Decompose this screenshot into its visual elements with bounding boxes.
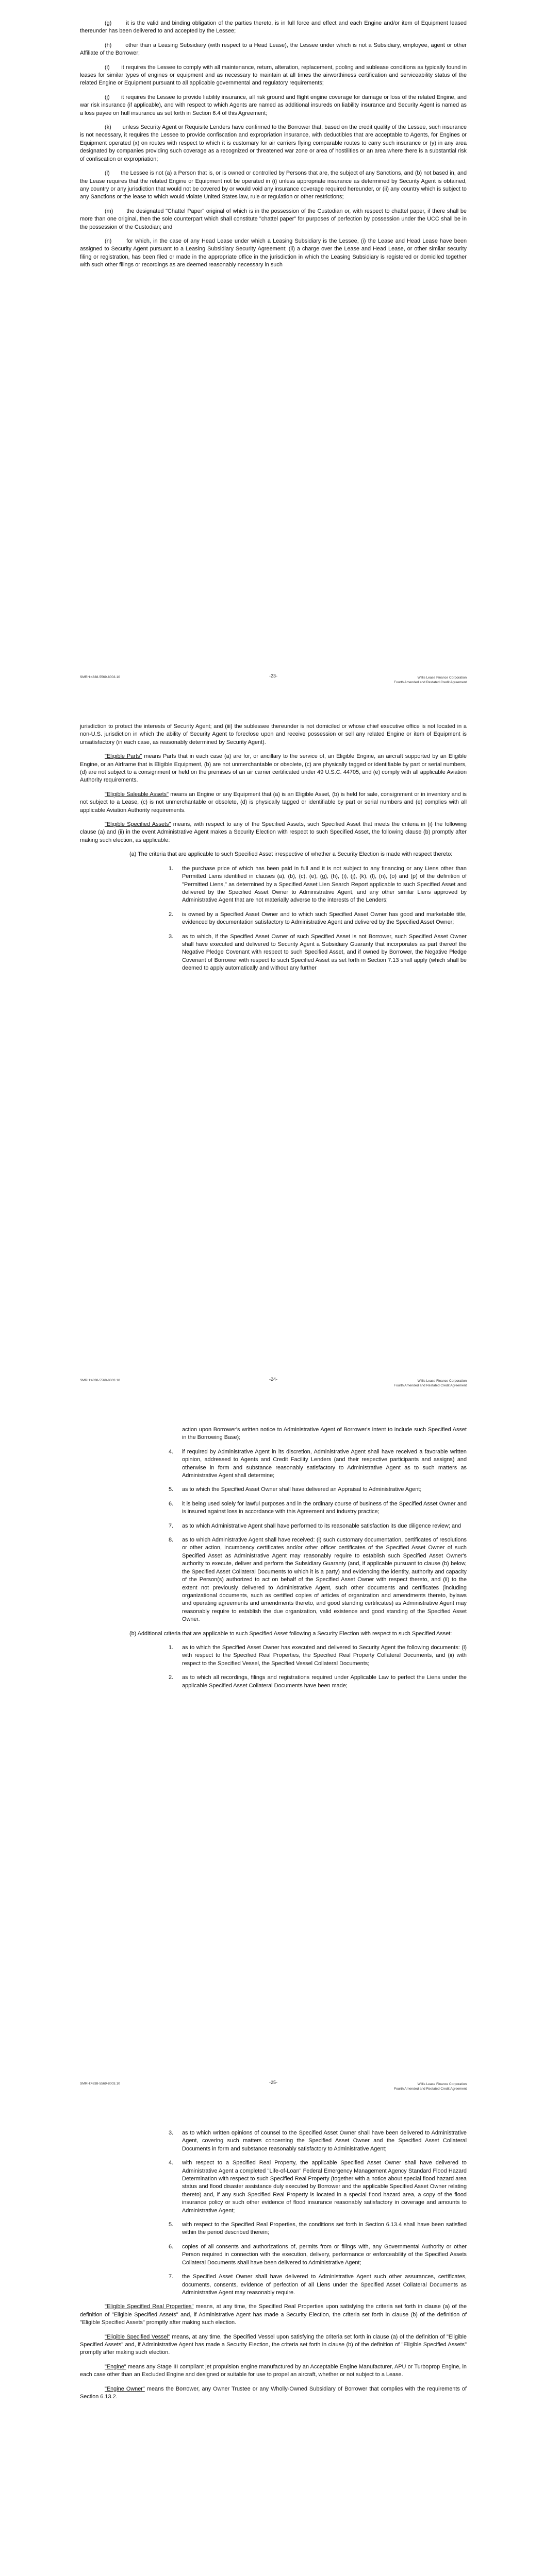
item-text: as to which the Specified Asset Owner shall have delivered an Appraisal to Administrative Agent; (182, 1486, 422, 1493)
clause-label: (i) (105, 64, 110, 71)
clause-label: (m) (105, 208, 113, 214)
item-text: is owned by a Specified Asset Owner and to which such Specified Asset Owner has good and marketable title, evidenced by documentation satisfactory to Administrative Agent and delivered by the Specified Asset Owner; (182, 911, 467, 926)
definition-text: means an Engine or any Equipment that (a) is an Eligible Asset, (b) is held for sale, consignment or in inventory and is not subject to a Lease, (c) is not unmerchantable or obsolete, (d) is physically tagged or identifiable by part or serial numbers and (e) complies with all applicable Aviation Authority requirements. (80, 791, 467, 814)
clause-b-intro: (b) Additional criteria that are applicable to such Specified Asset following a Security Election with respect to such Specified Asset: (129, 1630, 452, 1637)
item-number: 4. (169, 1448, 174, 1455)
item-number: 7. (169, 1522, 174, 1529)
item-text: as to which the Specified Asset Owner has executed and delivered to Security Agent the following documents: (i) with respect to the Specified Real Properties, the Specified Real Property Collateral Documents, and (ii) with respect to the Specified Vessel, the Specified Vessel Collateral Documents; (182, 1644, 467, 1667)
item-number: 1. (169, 865, 174, 872)
list-item (169, 2159, 467, 2215)
footer-company (394, 675, 467, 685)
clause-k (80, 124, 467, 163)
item-text: as to which Administrative Agent shall have received: (i) such customary documentation, certificates of resolutions or other action, incumbency certificates and/or other officer certificates of the Specified Asset Owner of such Specified Asset as Administrative Agent may reasonably require to establish such Specified Asset Owner's authority to execute, deliver and perform the Subsidiary Guaranty (and, if applicable pursuant to clause (b) below, the Specified Asset Collateral Documents to which it is a party) and evidencing the identity, authority and capacity of the Person(s) authorized to act on behalf of the Specified Asset Owner with respect thereto, and (ii) to the extent not previously delivered to Administrative Agent, such other documents and certificates (including organizational documents, such as certified copies of articles of organization and amendments thereto, bylaws and operating agreements and amendments thereto, and good standing certificates) as Administrative Agent may reasonably require to establish the due organization, valid existence and good standing of the Specified Asset Owner. (182, 1537, 467, 1623)
item-number: 5. (169, 2222, 174, 2228)
list-item (169, 865, 467, 905)
definition-eligible-specified-assets (80, 821, 467, 844)
definition-engine-owner (80, 2385, 467, 2401)
item-text: it is being used solely for lawful purposes and in the ordinary course of business of the Specified Asset Owner and is insured against loss in accordance with this Agreement and industry practice; (182, 1500, 467, 1515)
item-number: 2. (169, 1674, 174, 1681)
list-item-continuation (169, 1426, 467, 1442)
defined-term: "Eligible Parts" (105, 753, 142, 760)
page-footer (80, 1376, 467, 1392)
page-23-body (80, 20, 467, 276)
footer-page-number: -24- (269, 1377, 277, 1382)
page-25-body (80, 1426, 467, 1696)
page-26-body (80, 2129, 467, 2407)
defined-term: "Eligible Specified Assets" (105, 821, 171, 828)
defined-term: "Engine Owner" (105, 2385, 145, 2392)
definition-engine (80, 2363, 467, 2379)
item-number: 6. (169, 1500, 174, 1507)
list-item (169, 911, 467, 927)
list-item (169, 1486, 467, 1494)
definition-text: means the Borrower, any Owner Trustee or any Wholly-Owned Subsidiary of Borrower that complies with the requirements of Section 6.13.2. (80, 2385, 467, 2400)
item-text: if required by Administrative Agent in its discretion, Administrative Agent shall have received a favorable written opinion, addressed to Agents and Credit Facility Lenders (and their respective participants and assigns) and otherwise in form and substance reasonably satisfactory to Administrative Agent as to such matters as Administrative Agent shall determine; (182, 1448, 467, 1479)
list-item (169, 2243, 467, 2267)
clause-i (80, 64, 467, 88)
item-text: with respect to a Specified Real Property, the applicable Specified Asset Owner shall have delivered to Administrative Agent a completed "Life-of-Loan" Federal Emergency Management Agency Standard Flood Hazard Determination with respect to such Specified Real Property (together with a notice about special flood hazard area status and flood disaster assistance duly executed by Borrower and the applicable Specified Asset Owner relating thereto) and, if any such Specified Real Property is located in a special flood hazard area, a copy of the flood insurance policy or such other evidence of flood insurance reasonably satisfactory in coverage and amounts to Administrative Agent; (182, 2160, 467, 2214)
item-number: 5. (169, 1486, 174, 1493)
clause-label: (n) (105, 238, 112, 244)
list-item (169, 2129, 467, 2153)
clause-text: it requires the Lessee to comply with all maintenance, return, alteration, replacement, pooling and sublease conditions as typically found in leases for similar types of engines or equipment and as necessary to maintain at all times the airworthiness certification and serviceability status of the related Engine or Equipment pursuant to all applicable governmental and regulatory requirements; (80, 64, 467, 87)
item-text: the purchase price of which has been paid in full and it is not subject to any financing or any Liens other than Permitted Liens identified in clauses (a), (b), (c), (e), (g), (h), (i), (j), (k), (l), (n), (o) and (p) of the definition of "Permitted Liens," as determined by a Specified Asset Lien Search Report applicable to such Specified Asset and delivered by the Specified Asset Owner to Administrative Agent, and any other similar Liens approved by Administrative Agent that are not materially adverse to the interests of the Lenders; (182, 865, 467, 904)
clause-h (80, 42, 467, 58)
definition-text: means, with respect to any of the Specified Assets, such Specified Asset that meets the criteria in (i) the following clause (a) and (ii) in the event Administrative Agent makes a Security Election with respect to such Specified Asset, the following clause (b) promptly after making such election, as applicable: (80, 821, 467, 843)
clause-l (80, 170, 467, 201)
footer-doc-id: SMRH:4838-5569-8003.10 (80, 675, 120, 679)
item-number: 3. (169, 2130, 174, 2136)
footer-agreement-name: Fourth Amended and Restated Credit Agreement (394, 1384, 467, 1387)
definition-text: means Parts that in each case (a) are for, or ancillary to the service of, an Eligible Engine, an aircraft supported by an Eligible Engine, or an Airframe that is Eligible Equipment, (b) are not unmerchantable or obsolete, (c) are physically tagged or identifiable by part or serial numbers, (d) are not subject to a consignment or held on the premises of an air carrier certificated under 49 U.S.C. 44705, and (e) comply with all applicable Aviation Authority requirements. (80, 753, 467, 784)
item-number: 1. (169, 1644, 174, 1651)
footer-agreement-name: Fourth Amended and Restated Credit Agreement (394, 681, 467, 684)
item-text: as to which all recordings, filings and registrations required under Applicable Law to perfect the Liens under the applicable Specified Asset Collateral Documents have been made; (182, 1674, 467, 1689)
footer-company-name: Willis Lease Finance Corporation (417, 676, 467, 680)
item-number: 8. (169, 1537, 174, 1544)
clause-g (80, 20, 467, 36)
footer-doc-id: SMRH:4838-5569-8003.10 (80, 2082, 120, 2086)
definition-eligible-parts (80, 753, 467, 785)
page-26 (0, 2110, 544, 2576)
clause-m (80, 208, 467, 231)
list-item (169, 1522, 467, 1530)
item-text: action upon Borrower's written notice to Administrative Agent of Borrower's intent to include such Specified Asset in the Borrowing Base); (182, 1427, 467, 1441)
footer-page-number: -25- (269, 2080, 277, 2085)
footer-company (394, 1379, 467, 1388)
definition-eligible-specified-vessel (80, 2333, 467, 2357)
footer-company-name: Willis Lease Finance Corporation (417, 1379, 467, 1383)
list-item (169, 1500, 467, 1516)
clause-text: it requires the Lessee to provide liability insurance, all risk ground and flight engine coverage for damage or loss of the related Engine, and war risk insurance (if applicable), and with respect to which Agents are named as additional insureds on liability insurance and Security Agent is named as a loss payee on hull insurance as set forth in Section 6.4 of this Agreement; (80, 94, 467, 116)
footer-page-number: -23- (269, 673, 277, 679)
list-item (169, 1536, 467, 1623)
clause-a-intro: (a) The criteria that are applicable to such Specified Asset irrespective of whether a Security Election is made with respect thereto: (129, 851, 453, 858)
list-item (169, 1674, 467, 1690)
page-footer (80, 672, 467, 689)
clause-text: the designated "Chattel Paper" original of which is in the possession of the Custodian or, with respect to chattel paper, if there shall be more than one original, then the sole counterpart which shall constitute "chattel paper" for purposes of perfection by possession under the UCC shall be in the possession of the Custodian; and (80, 208, 467, 230)
footer-doc-id: SMRH:4838-5569-8003.10 (80, 1379, 120, 1382)
definition-eligible-saleable-assets (80, 791, 467, 815)
item-text: copies of all consents and authorizations of, permits from or filings with, any Governmental Authority or other Person required in connection with the execution, delivery, performance or enforceability of the Specified Assets Collateral Documents shall have been delivered to Administrative Agent; (182, 2243, 467, 2266)
list-item (169, 1644, 467, 1668)
item-number: 2. (169, 911, 174, 918)
clause-text: other than a Leasing Subsidiary (with respect to a Head Lease), the Lessee under which is not a Subsidiary, employee, agent or other Affiliate of the Borrower; (80, 42, 467, 57)
clause-n (80, 238, 467, 269)
clause-j (80, 94, 467, 117)
clause-label: (l) (105, 170, 110, 177)
clause-label: (k) (105, 124, 111, 131)
item-text: as to which, if the Specified Asset Owner of such Specified Asset is not Borrower, such Specified Asset Owner shall have executed and delivered to Security Agent a Subsidiary Guaranty that incorporates as part thereof the Negative Pledge Covenant with respect to such Specified Asset, and if owned by Borrower, the Negative Pledge Covenant of Borrower with respect to such Specified Asset as set forth in Section 7.13 shall apply (which shall be deemed to apply automatically and without any further (182, 933, 467, 972)
item-text: as to which written opinions of counsel to the Specified Asset Owner shall have been delivered to Administrative Agent, covering such matters concerning the Specified Asset Owner and the Specified Asset Collateral Documents in form and substance reasonably satisfactory to Administrative Agent; (182, 2130, 467, 2152)
defined-term: "Eligible Saleable Assets" (105, 791, 169, 798)
footer-company (394, 2082, 467, 2091)
definition-eligible-specified-real-properties (80, 2303, 467, 2327)
item-text: the Specified Asset Owner shall have delivered to Administrative Agent such other assurances, certificates, documents, consents, evidence of perfection of all Liens under the Specified Asset Collateral Documents as Administrative Agent may reasonably require. (182, 2274, 467, 2296)
clause-text: it is the valid and binding obligation of the parties thereto, is in full force and effect and each Engine and/or item of Equipment leased thereunder has been delivered to and accepted by the Lessee; (80, 20, 467, 35)
defined-term: "Eligible Specified Vessel" (105, 2333, 170, 2340)
list-item (169, 2273, 467, 2297)
list-item (169, 2221, 467, 2237)
clause-label: (h) (105, 42, 112, 48)
list-item (169, 933, 467, 973)
clause-n-continuation: jurisdiction to protect the interests of Security Agent; and (iii) the sublessee thereunder is not domiciled or whose chief executive office is not located in a non-U.S. jurisdiction in which the ability of Security Agent to foreclose upon and receive possession or sell any related Engine or item of Equipment is unsatisfactory (in each case, as reasonably determined by Security Agent). (80, 723, 467, 745)
definition-text: means, at any time, the Specified Vessel upon satisfying the criteria set forth in clause (a) of the definition of "Eligible Specified Assets" and, if Administrative Agent has made a Security Election, the criteria set forth in clause (b) of the definition of "Eligible Specified Assets" promptly after making such election. (80, 2333, 467, 2356)
defined-term: "Engine" (105, 2363, 126, 2370)
page-24 (0, 703, 544, 1406)
clause-text: for which, in the case of any Head Lease under which a Leasing Subsidiary is the Lessee, (i) the Lease and Head Lease have been assigned to Security Agent pursuant to a Leasing Subsidiary Security Agreement; (ii) a charge over the Lease and Head Lease, or other similar security filing or registration, has been filed or made in the appropriate office in the jurisdiction in which the Leasing Subsidiary is registered or domiciled together with such other filings or recordings as are deemed reasonably necessary in such (80, 238, 467, 268)
item-text: with respect to the Specified Real Properties, the conditions set forth in Section 6.13.4 shall have been satisfied within the period described therein; (182, 2222, 467, 2236)
item-number: 3. (169, 933, 174, 940)
item-number: 4. (169, 2160, 174, 2166)
definition-text: means any Stage III compliant jet propulsion engine manufactured by an Acceptable Engine Manufacturer, APU or Turboprop Engine, in each case other than an Excluded Engine and designed or suitable for use to propel an aircraft, whether or not subject to a Lease. (80, 2363, 467, 2378)
defined-term: "Eligible Specified Real Properties" (105, 2303, 194, 2310)
list-item (169, 1448, 467, 1480)
page-25 (0, 1406, 544, 2110)
page-24-body (80, 723, 467, 979)
footer-company-name: Willis Lease Finance Corporation (417, 2082, 467, 2086)
footer-agreement-name: Fourth Amended and Restated Credit Agreement (394, 2087, 467, 2091)
item-number: 7. (169, 2274, 174, 2280)
item-text: as to which Administrative Agent shall have performed to its reasonable satisfaction its due diligence review; and (182, 1522, 461, 1529)
clause-text: the Lessee is not (a) a Person that is, or is owned or controlled by Persons that are, the subject of any Sanctions, and (b) not based in, and the Lease requires that the related Engine or Equipment not be operated in (i) unless appropriate insurance as determined by Security Agent is obtained, any country or any jurisdiction that would not be covered by or would void any insurance coverage required hereunder, or (ii) any country which is subject to any Sanctions or the lease to which would violate United States law, rule or regulation or other restrictions; (80, 170, 467, 200)
clause-text: unless Security Agent or Requisite Lenders have confirmed to the Borrower that, based on the credit quality of the Lessee, such insurance is not necessary, it requires the Lessee to provide confiscation and expropriation insurance, with deductibles that are acceptable to Agents, for Engines or Equipment operated (x) on routes with respect to which it is customary for air carriers flying comparable routes to carry such insurance or (y) in any area designated by companies providing such coverage as a recognized or threatened war zone or area of hostilities or an area where there is a substantial risk of confiscation or expropriation; (80, 124, 467, 162)
page-footer (80, 2079, 467, 2095)
page-23 (0, 0, 544, 703)
definition-text: means, at any time, the Specified Real Properties upon satisfying the criteria set forth in clause (a) of the definition of "Eligible Specified Assets" and, if Administrative Agent has made a Security Election, the criteria set forth in clause (b) of the definition of "Eligible Specified Assets" promptly after making such election. (80, 2303, 467, 2326)
clause-label: (g) (105, 20, 112, 26)
clause-label: (j) (105, 94, 110, 100)
item-number: 6. (169, 2243, 174, 2250)
